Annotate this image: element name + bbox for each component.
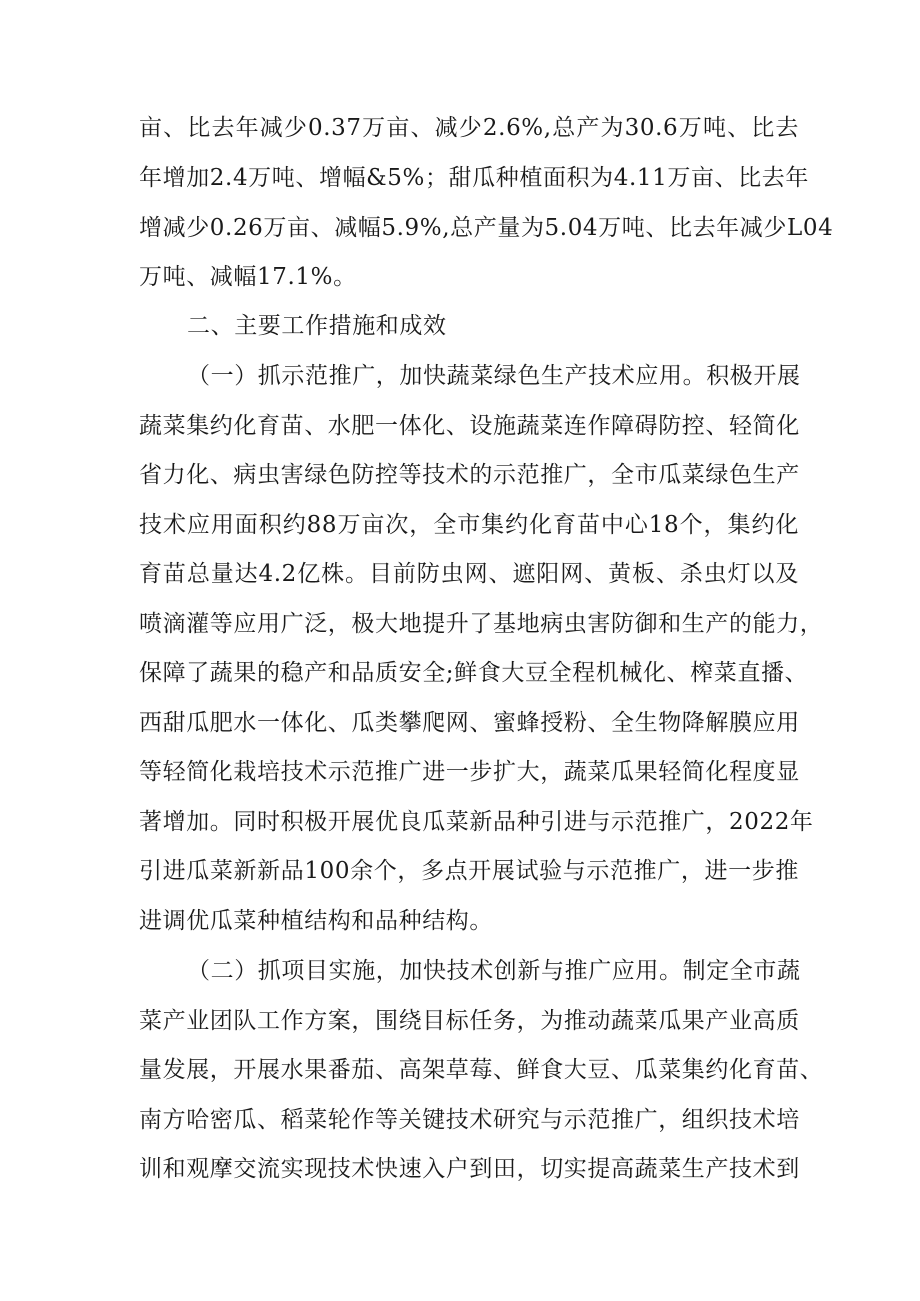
body-text-line: 技术应用面积约88万亩次，全市集约化育苗中心18个，集约化 xyxy=(139,512,799,538)
body-text-line: 亩、比去年减少0.37万亩、减少2.6%,总产为30.6万吨、比去 xyxy=(139,115,799,141)
body-text-line: 引进瓜菜新新品100余个，多点开展试验与示范推广，进一步推 xyxy=(139,858,799,884)
body-text-line: 量发展，开展水果番茄、高架草莓、鲜食大豆、瓜菜集约化育苗、 xyxy=(139,1057,824,1083)
body-text-line: （一）抓示范推广，加快蔬菜绿色生产技术应用。积极开展 xyxy=(187,363,801,389)
body-text-line: 南方哈密瓜、稻菜轮作等关键技术研究与示范推广，组织技术培 xyxy=(139,1107,800,1133)
body-text-line: 年增加2.4万吨、增幅&5%；甜瓜种植面积为4.11万亩、比去年 xyxy=(139,165,809,191)
body-text-line: 进调优瓜菜种植结构和品种结构。 xyxy=(139,908,493,934)
body-text-line: 训和观摩交流实现技术快速入户到田，切实提高蔬菜生产技术到 xyxy=(139,1156,800,1182)
body-text-line: 保障了蔬果的稳产和品质安全;鲜食大豆全程机械化、榨菜直播、 xyxy=(139,660,809,686)
body-text-line: 菜产业团队工作方案，围绕目标任务，为推动蔬菜瓜果产业高质 xyxy=(139,1008,800,1034)
body-text-line: 育苗总量达4.2亿株。目前防虫网、遮阳网、黄板、杀虫灯以及 xyxy=(139,561,799,587)
body-text-line: 增减少0.26万亩、减幅5.9%,总产量为5.04万吨、比去年减少L04 xyxy=(139,215,834,241)
body-text-line: 著增加。同时积极开展优良瓜菜新品种引进与示范推广，2022年 xyxy=(139,809,814,835)
body-text-line: 等轻简化栽培技术示范推广进一步扩大，蔬菜瓜果轻简化程度显 xyxy=(139,759,800,785)
body-text-line: （二）抓项目实施，加快技术创新与推广应用。制定全市蔬 xyxy=(187,958,801,984)
body-text-line: 喷滴灌等应用广泛，极大地提升了基地病虫害防御和生产的能力， xyxy=(139,611,824,637)
section-heading: 二、主要工作措施和成效 xyxy=(187,313,447,339)
body-text-line: 西甜瓜肥水一体化、瓜类攀爬网、蜜蜂授粉、全生物降解膜应用 xyxy=(139,710,800,736)
body-text-line: 万吨、减幅17.1%。 xyxy=(139,264,357,290)
body-text-line: 蔬菜集约化育苗、水肥一体化、设施蔬菜连作障碍防控、轻简化 xyxy=(139,413,800,439)
body-text-line: 省力化、病虫害绿色防控等技术的示范推广，全市瓜菜绿色生产 xyxy=(139,462,800,488)
